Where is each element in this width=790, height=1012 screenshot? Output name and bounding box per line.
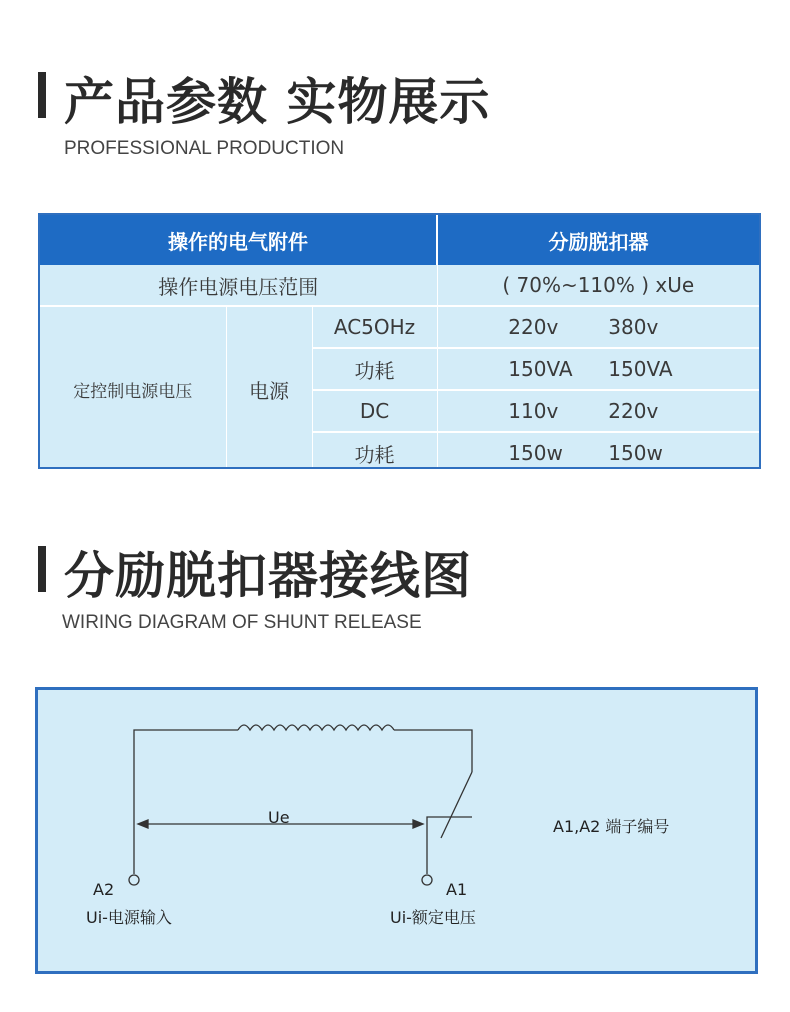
section-title: 分励脱扣器接线图 — [64, 547, 472, 605]
range-label: 操作电源电压范围 — [40, 265, 437, 306]
row-label: DC — [312, 390, 437, 432]
wiring-diagram — [35, 687, 758, 974]
ue-label: Ue — [268, 808, 290, 827]
a1-caption: Ui-额定电压 — [390, 908, 476, 927]
arrow-right-icon — [413, 820, 423, 828]
circuit-wire — [394, 730, 472, 772]
value-1: 150VA — [508, 357, 573, 381]
table-row — [40, 265, 759, 306]
value-2: 220v — [608, 399, 659, 423]
row-label: 功耗 — [312, 432, 437, 469]
terminal-a2-icon — [129, 875, 139, 885]
table-header-row — [40, 215, 759, 265]
value-2: 380v — [608, 315, 659, 339]
value-1: 110v — [508, 399, 559, 423]
row-label: AC5OHz — [312, 306, 437, 348]
terminal-note: A1,A2 端子编号 — [553, 817, 670, 836]
row-values — [437, 348, 759, 390]
section-bar — [38, 546, 46, 592]
section-subtitle: PROFESSIONAL PRODUCTION — [64, 138, 345, 159]
a2-caption: Ui-电源输入 — [86, 908, 172, 927]
section-bar — [38, 72, 46, 118]
section-subtitle: WIRING DIAGRAM OF SHUNT RELEASE — [62, 612, 422, 633]
table-row — [40, 306, 759, 348]
circuit-wire — [134, 730, 238, 874]
row-values — [437, 390, 759, 432]
range-value: ( 70%~110% ) xUe — [437, 265, 759, 306]
group-label: 定控制电源电压 — [40, 306, 226, 469]
terminal-a1-label: A1 — [446, 880, 468, 899]
header-accessory: 操作的电气附件 — [40, 215, 437, 265]
row-values — [437, 432, 759, 469]
coil-icon — [238, 725, 394, 730]
terminal-a1-icon — [422, 875, 432, 885]
row-label: 功耗 — [312, 348, 437, 390]
power-label: 电源 — [226, 306, 312, 469]
header-shunt-release: 分励脱扣器 — [437, 215, 759, 265]
value-2: 150VA — [608, 357, 673, 381]
section-title: 产品参数 实物展示 — [64, 73, 491, 131]
value-2: 150w — [608, 441, 663, 465]
row-values — [437, 306, 759, 348]
arrow-left-icon — [138, 820, 148, 828]
terminal-a2-label: A2 — [93, 880, 115, 899]
circuit-wire — [427, 817, 472, 874]
value-1: 150w — [508, 441, 563, 465]
parameter-table — [38, 213, 761, 469]
switch-icon — [441, 772, 472, 838]
value-1: 220v — [508, 315, 559, 339]
